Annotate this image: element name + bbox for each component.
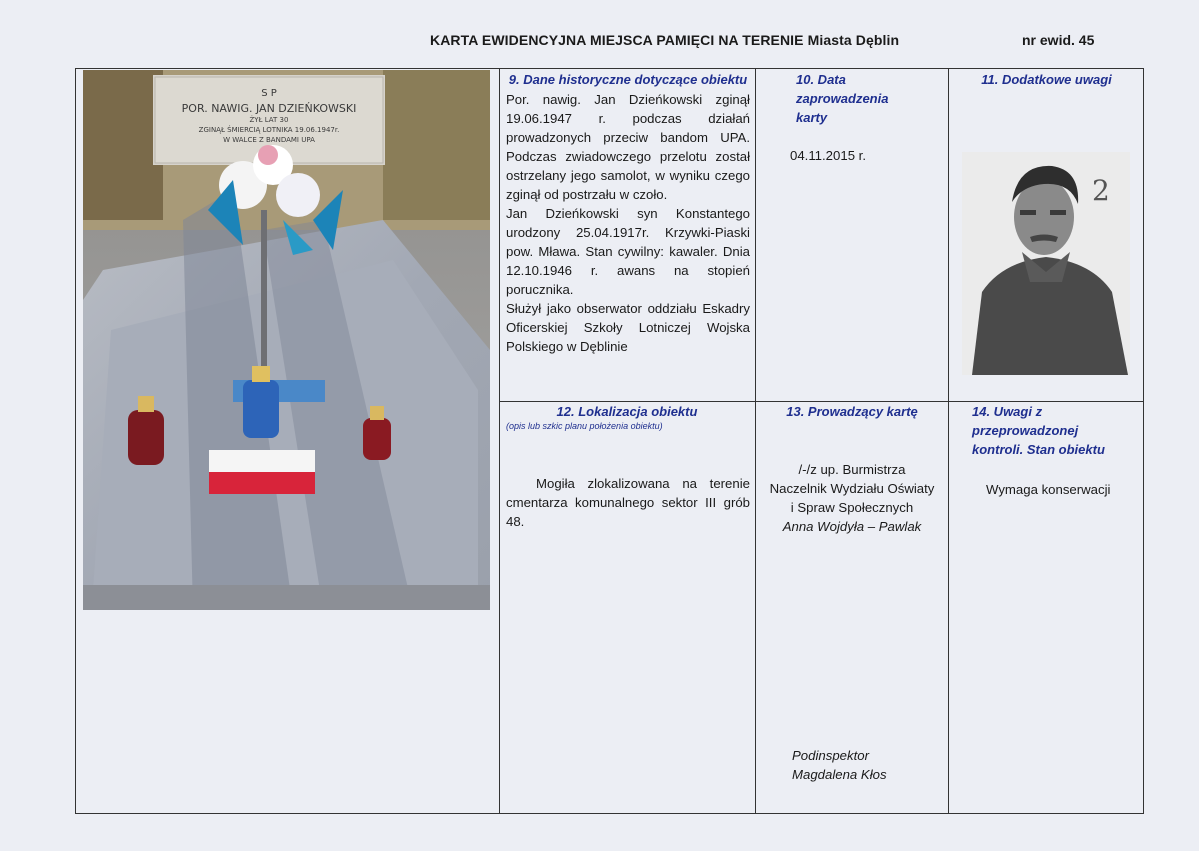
- keeper-line: i Spraw Społecznych: [790, 500, 914, 515]
- inspector-info: [792, 746, 887, 784]
- column-divider: [755, 69, 756, 813]
- keeper-signature: Anna Wojdyła – Pawlak: [782, 519, 922, 534]
- record-number: nr ewid. 45: [1022, 32, 1095, 48]
- column-divider: [499, 69, 500, 813]
- section-9-heading: 9. Dane historyczne dotyczące obiektu: [508, 72, 748, 87]
- inspector-name: Magdalena Kłos: [792, 767, 887, 782]
- plaque-text: W WALCE Z BANDAMI UPA: [223, 136, 315, 144]
- inspection-value: Wymaga konserwacji: [986, 482, 1111, 497]
- card-keeper-cell: [756, 402, 948, 421]
- section-13-heading: 13. Prowadzący kartę: [786, 404, 918, 419]
- section-14-heading: 14. Uwagi z przeprowadzonej kontroli. Stan obiektu: [972, 404, 1105, 457]
- history-paragraph: Jan Dzieńkowski syn Konstantego urodzony 25.04.1917r. Krzywki-Piaski pow. Mława. Stan cywilny: kawaler. Dnia 12.10.1946 r. awans na stopień porucznika.: [506, 206, 750, 297]
- section-12-heading: 12. Lokalizacja obiektu: [556, 404, 698, 419]
- keeper-line: Naczelnik Wydziału Oświaty: [769, 481, 935, 496]
- section-10-heading: 10. Data zaprowadzenia karty: [796, 72, 889, 125]
- inspection-notes-cell: [972, 402, 1132, 459]
- historical-data-cell: [506, 70, 750, 356]
- section-12-subheading: (opis lub szkic planu położenia obiektu): [506, 421, 663, 431]
- photo-number: 2: [1092, 174, 1110, 207]
- plaque-text: ŻYŁ LAT 30: [249, 116, 289, 124]
- portrait-photo: [962, 152, 1130, 375]
- plaque-text: POR. NAWIG. JAN DZIEŃKOWSKI: [181, 102, 357, 115]
- grave-photo: [83, 70, 490, 610]
- section-11-heading: 11. Dodatkowe uwagi: [981, 72, 1112, 87]
- history-paragraph: Por. nawig. Jan Dzieńkowski zginął 19.06.1947 r. podczas działań prowadzonych przeciw bandom UPA. Podczas zwiadowczego przelotu został ostrzelany jego samolot, w wyniku czego zginął od postrzału w czoło.: [506, 92, 750, 202]
- page-title: KARTA EWIDENCYJNA MIEJSCA PAMIĘCI NA TERENIE Miasta Dęblin: [430, 32, 900, 48]
- card-date-value: 04.11.2015 r.: [790, 148, 867, 163]
- location-value: Mogiła zlokalizowana na terenie cmentarza komunalnego sektor III grób 48.: [506, 476, 750, 529]
- card-date-cell: [790, 70, 918, 127]
- card-keeper-info: [756, 460, 948, 536]
- history-paragraph: Służył jako obserwator oddziału Eskadry Oficerskiej Szkoły Lotniczej Wojska Polskiego w Dęblinie: [506, 301, 750, 354]
- inspector-title: Podinspektor: [792, 748, 869, 763]
- keeper-line: /-/z up. Burmistrza: [798, 462, 906, 477]
- plaque-text: ZGINĄŁ ŚMIERCIĄ LOTNIKA 19.06.1947r.: [198, 126, 340, 134]
- location-cell: [500, 402, 754, 431]
- plaque-text: S P: [261, 88, 277, 99]
- column-divider: [948, 69, 949, 813]
- additional-notes-cell: [949, 70, 1144, 89]
